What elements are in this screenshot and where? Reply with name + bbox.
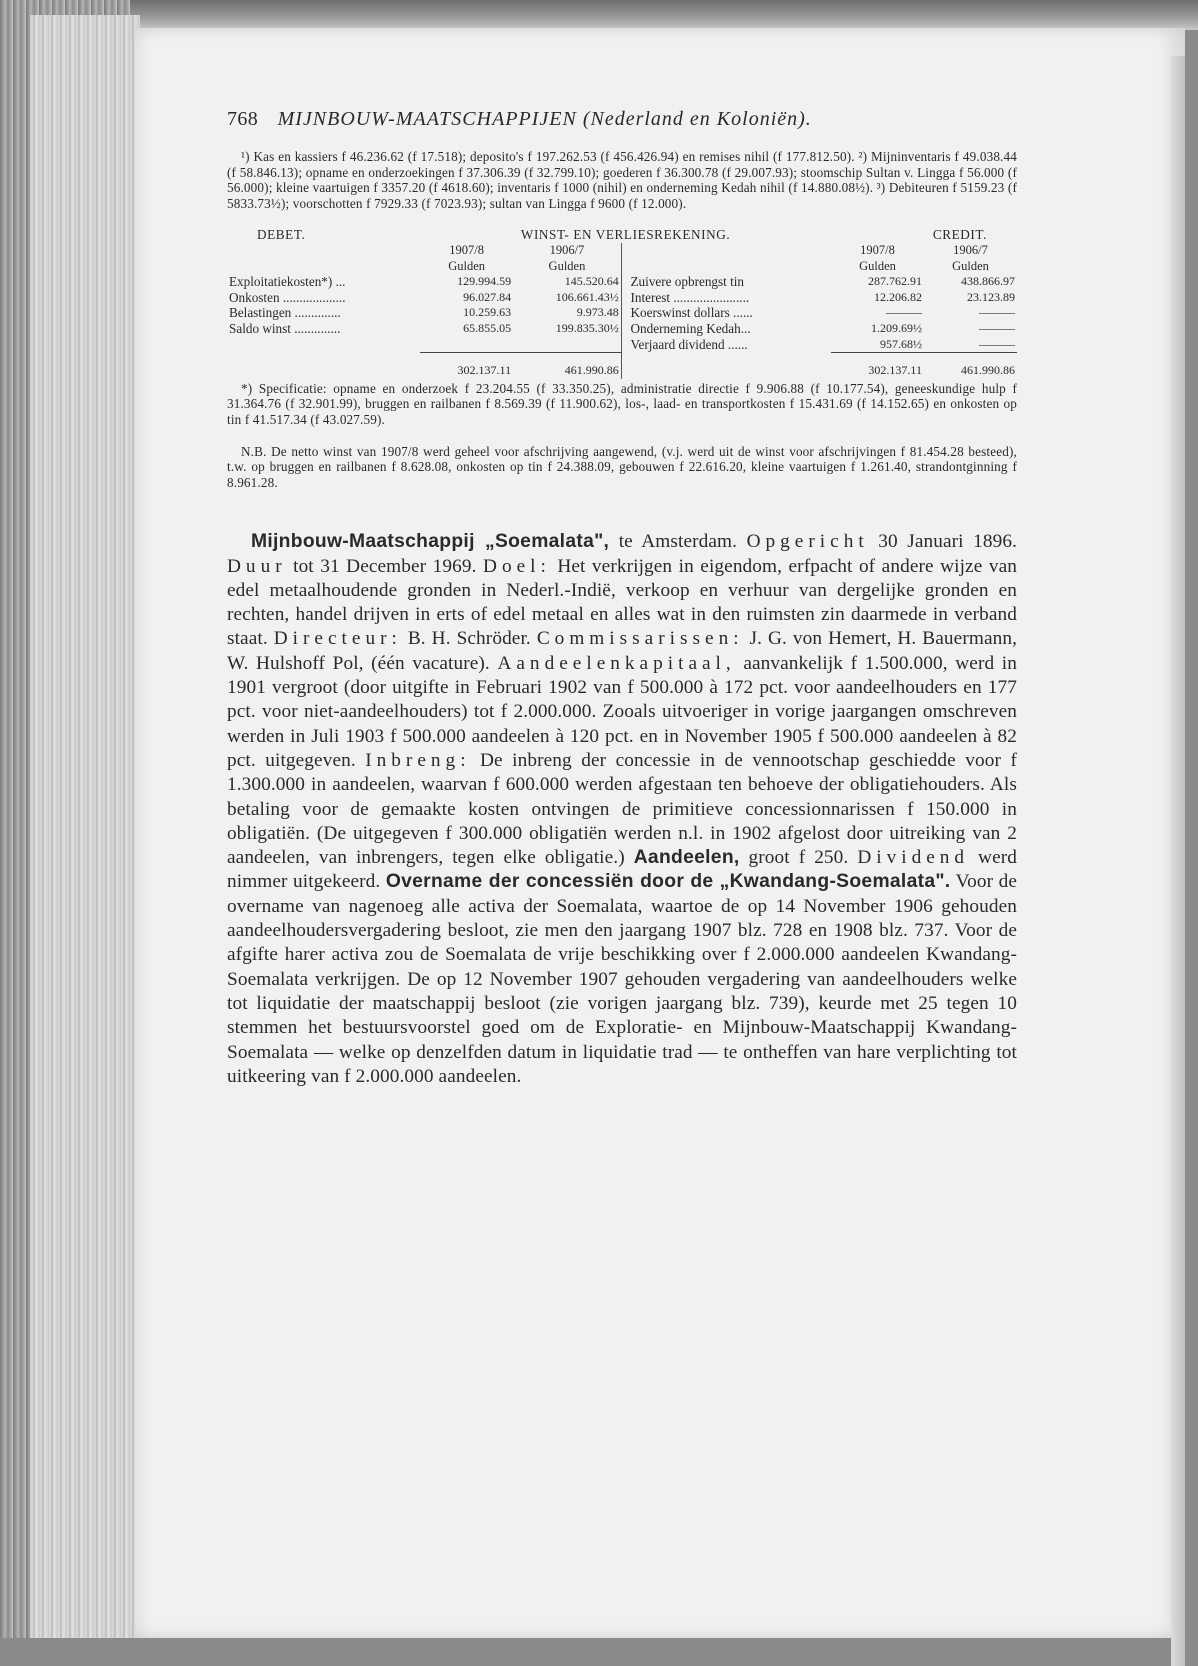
keyword-commissarissen: Commissarissen: (536, 628, 744, 650)
nb-note (227, 444, 1017, 491)
table-title: WINST- EN VERLIESREKENING. (520, 227, 731, 243)
debet-value: 106.661.43½ (555, 289, 619, 304)
credit-year-1: 1907/8 (860, 242, 895, 257)
credit-value: ——— (979, 305, 1015, 320)
credit-value: ——— (979, 320, 1015, 335)
specification-text: *) Specificatie: opname en onderzoek f 23.204.55 (f 33.350.25), administratie directie f 9.906.88 (f 10.177.54), geneeskundige hulp f 31.364.76 (f 32.901.99), bruggen en railbanen f 8.569.39 (f 11.900.62), los-, laad- en transportkosten f 15.431.69 (f 14.152.65) en onkosten op tin f 41.517.34 (f 43.027.59). (227, 380, 1017, 427)
company-name: Mijnbouw-Maatschappij „Soemalata", (251, 531, 610, 553)
total-rule (420, 353, 513, 364)
credit-value: 1.209.69½ (870, 320, 922, 335)
table-row (227, 290, 1017, 306)
credit-row-label: Koerswinst dollars ...... (630, 305, 753, 321)
debet-total: 461.990.86 (564, 363, 619, 378)
credit-total: 302.137.11 (868, 363, 922, 378)
book-top-shadow (0, 0, 1198, 30)
article-text: 30 Januari 1896. (868, 531, 1017, 553)
debet-value: 65.855.05 (463, 320, 512, 335)
credit-row-label: Verjaard dividend ...... (630, 336, 748, 352)
credit-value: 957.68½ (879, 336, 922, 351)
keyword-aandeelenkapitaal: Aandeelenkapitaal, (497, 652, 736, 674)
debet-row-label: Onkosten ................... (229, 289, 346, 305)
keyword-duur: Duur (227, 555, 287, 577)
table-row (227, 305, 1017, 321)
total-rule (513, 353, 621, 364)
article-text: B. H. Schröder. (401, 628, 537, 650)
credit-value: 287.762.91 (867, 274, 922, 289)
keyword-overname: Overname der concessiën door de „Kwandang-Soemalata". (385, 871, 951, 893)
unit-label: Gulden (952, 258, 989, 273)
table-row (227, 274, 1017, 290)
debet-year-2: 1906/7 (549, 242, 585, 257)
page-content (227, 108, 1017, 1089)
credit-row-label: Interest ....................... (630, 289, 750, 305)
credit-year-2: 1906/7 (953, 242, 988, 257)
table-row (227, 321, 1017, 337)
keyword-directeur: Directeur: (273, 628, 402, 650)
unit-row (227, 259, 1017, 275)
credit-value: 23.123.89 (967, 289, 1015, 304)
unit-label: Gulden (448, 258, 486, 273)
credit-row-label: Zuivere opbrengst tin (630, 274, 745, 290)
article-text: aanvankelijk f 1.500.000, werd in 1901 vergroot (door uitgifte in Februari 1902 van f 500.000 à 172 pct. voor aandeelhouders en 177 pct. voor niet-aandeelhouders) tot f 2.000.000. Zooals uitvoeriger in vorige jaargangen omschreven werden in Juli 1903 f 500.000 aandeelen à 120 pct. en in November 1905 f 500.000 aandeelen à 82 pct. uitgegeven. (227, 652, 1017, 771)
total-rule (831, 353, 924, 364)
keyword-aandeelen: Aandeelen, (633, 847, 740, 869)
book-page (135, 28, 1185, 1638)
keyword-inbreng: Inbreng: (365, 749, 471, 771)
year-row (227, 243, 1017, 259)
article-text: Het verkrijgen in eigendom, erfpacht of andere wijze van edel metaalhoudende gronden in Nederl.-Indië, verkoop en verhuur van dergelijke gronden en rechten, handel drijven in erts of edel metaal en alles wat in den ruimsten zin daarmede in verband staat. (227, 555, 1017, 650)
keyword-doel: Doel: (483, 555, 551, 577)
nb-note-text: N.B. De netto winst van 1907/8 werd geheel voor afschrijving aangewend, (v.j. werd uit de winst voor afschrijvingen f 81.454.28 besteed), t.w. op bruggen en railbanen f 8.628.08, onkosten op tin f 24.388.09, gebouwen f 22.616.20, kleine vaartuigen f 1.261.40, strandontginning f 8.961.28. (227, 443, 1017, 490)
keyword-opgericht: Opgericht (746, 531, 869, 553)
debet-row-label: Belastingen .............. (229, 305, 341, 321)
totals-row (227, 363, 1017, 379)
debet-label: DEBET. (257, 227, 306, 243)
debet-row-label: Exploitatiekosten*) ... (229, 274, 346, 290)
table-row (227, 337, 1017, 353)
debet-total: 302.137.11 (457, 363, 512, 378)
page-stack-edge (30, 15, 140, 1638)
credit-total: 461.990.86 (961, 363, 1015, 378)
company-article (227, 530, 1017, 1089)
credit-value: 12.206.82 (873, 289, 922, 304)
running-head (227, 108, 1017, 131)
debet-year-1: 1907/8 (449, 242, 484, 257)
page-number: 768 (227, 108, 259, 130)
total-rule-row (227, 353, 1017, 364)
credit-label: CREDIT. (932, 227, 987, 243)
article-text: werd nimmer uitgekeerd. (227, 847, 1017, 893)
unit-label: Gulden (548, 258, 586, 273)
credit-value: 438.866.97 (961, 274, 1015, 289)
credit-value: ——— (885, 305, 922, 320)
unit-label: Gulden (859, 258, 896, 273)
specification-note (227, 381, 1017, 428)
debet-value: 9.973.48 (576, 305, 619, 320)
debet-value: 96.027.84 (463, 289, 512, 304)
profit-loss-table (227, 227, 1017, 378)
article-text: te Amsterdam. (609, 531, 747, 553)
footnote-text: ¹) Kas en kassiers f 46.236.62 (f 17.518); deposito's f 197.262.53 (f 456.426.94) en remises nihil (f 177.812.50). ²) Mijninventaris f 49.038.44 (f 58.846.13); opname en onderzoekingen f 37.306.39 (f 32.799.10); goederen f 36.300.78 (f 29.007.93); stoomschip Sultan v. Lingga f 56.000 (f 56.000); kleine vaartuigen f 3357.20 (f 4618.60); inventaris f 1000 (nihil) en onderneming Kedah nihil (f 14.880.08½). ³) Debiteuren f 5159.23 (f 5833.73½); voorschotten f 7929.33 (f 7023.93); sultan van Lingga f 9600 (f 12.000). (227, 149, 1017, 211)
page-right-edge (1171, 56, 1185, 1666)
article-text: J. G. von Hemert, H. Bauermann, W. Hulshoff Pol, (één vacature). (227, 628, 1018, 674)
article-text: Voor de overname van nagenoeg alle activa der Soemalata, waartoe de op 14 November 1906 gehouden aandeelhoudersvergadering besloot, zie men den jaargang 1907 blz. 728 en 1908 blz. 737. Voor de afgifte harer activa zou de Soemalata de vrije beschikking over f 2.000.000 aandeelen Kwandang-Soemalata verkrijgen. De op 12 November 1907 gehouden vergadering van aandeelhouders welke tot liquidatie der maatschappij besloot (zie vorigen jaargang blz. 739), keurde met 25 tegen 10 stemmen het bestuursvoorstel goed om de Exploratie- en Mijnbouw-Maatschappij Kwandang-Soemalata — welke op denzelfden datum in liquidatie trad — te ontheffen van hare verplichting tot uitkeering van f 2.000.000 aandeelen. (227, 871, 1017, 1087)
credit-row-label: Onderneming Kedah... (630, 320, 751, 336)
article-text: De inbreng der concessie in de vennootschap geschiedde voor f 1.300.000 in aandeelen, waarvan f 600.000 werden afgestaan ten behoeve der obligatiehouders. Als betaling voor de gemaakte kosten ontvingen de primitieve concessionnarissen f 150.000 in obligatiën. (De uitgegeven f 300.000 obligatiën werden n.l. in 1902 afgelost door uitreiking van 2 aandeelen, van inbrengers, tegen elke obligatie.) (227, 749, 1017, 869)
article-paragraph (227, 530, 1017, 1089)
balance-footnotes (227, 149, 1017, 211)
debet-row-label: Saldo winst .............. (229, 320, 341, 336)
credit-value: ——— (979, 336, 1015, 351)
table-header-row (227, 227, 1017, 243)
debet-value: 199.835.30½ (555, 320, 619, 335)
debet-value: 10.259.63 (463, 305, 512, 320)
article-text: groot f 250. (739, 847, 858, 869)
debet-value: 145.520.64 (564, 274, 619, 289)
page-title: MIJNBOUW-MAATSCHAPPIJEN (Nederland en Koloniën). (277, 108, 812, 130)
article-text: tot 31 December 1969. (286, 555, 484, 577)
total-rule (924, 353, 1017, 364)
debet-value: 129.994.59 (457, 274, 512, 289)
keyword-dividend: Dividend (857, 847, 970, 869)
